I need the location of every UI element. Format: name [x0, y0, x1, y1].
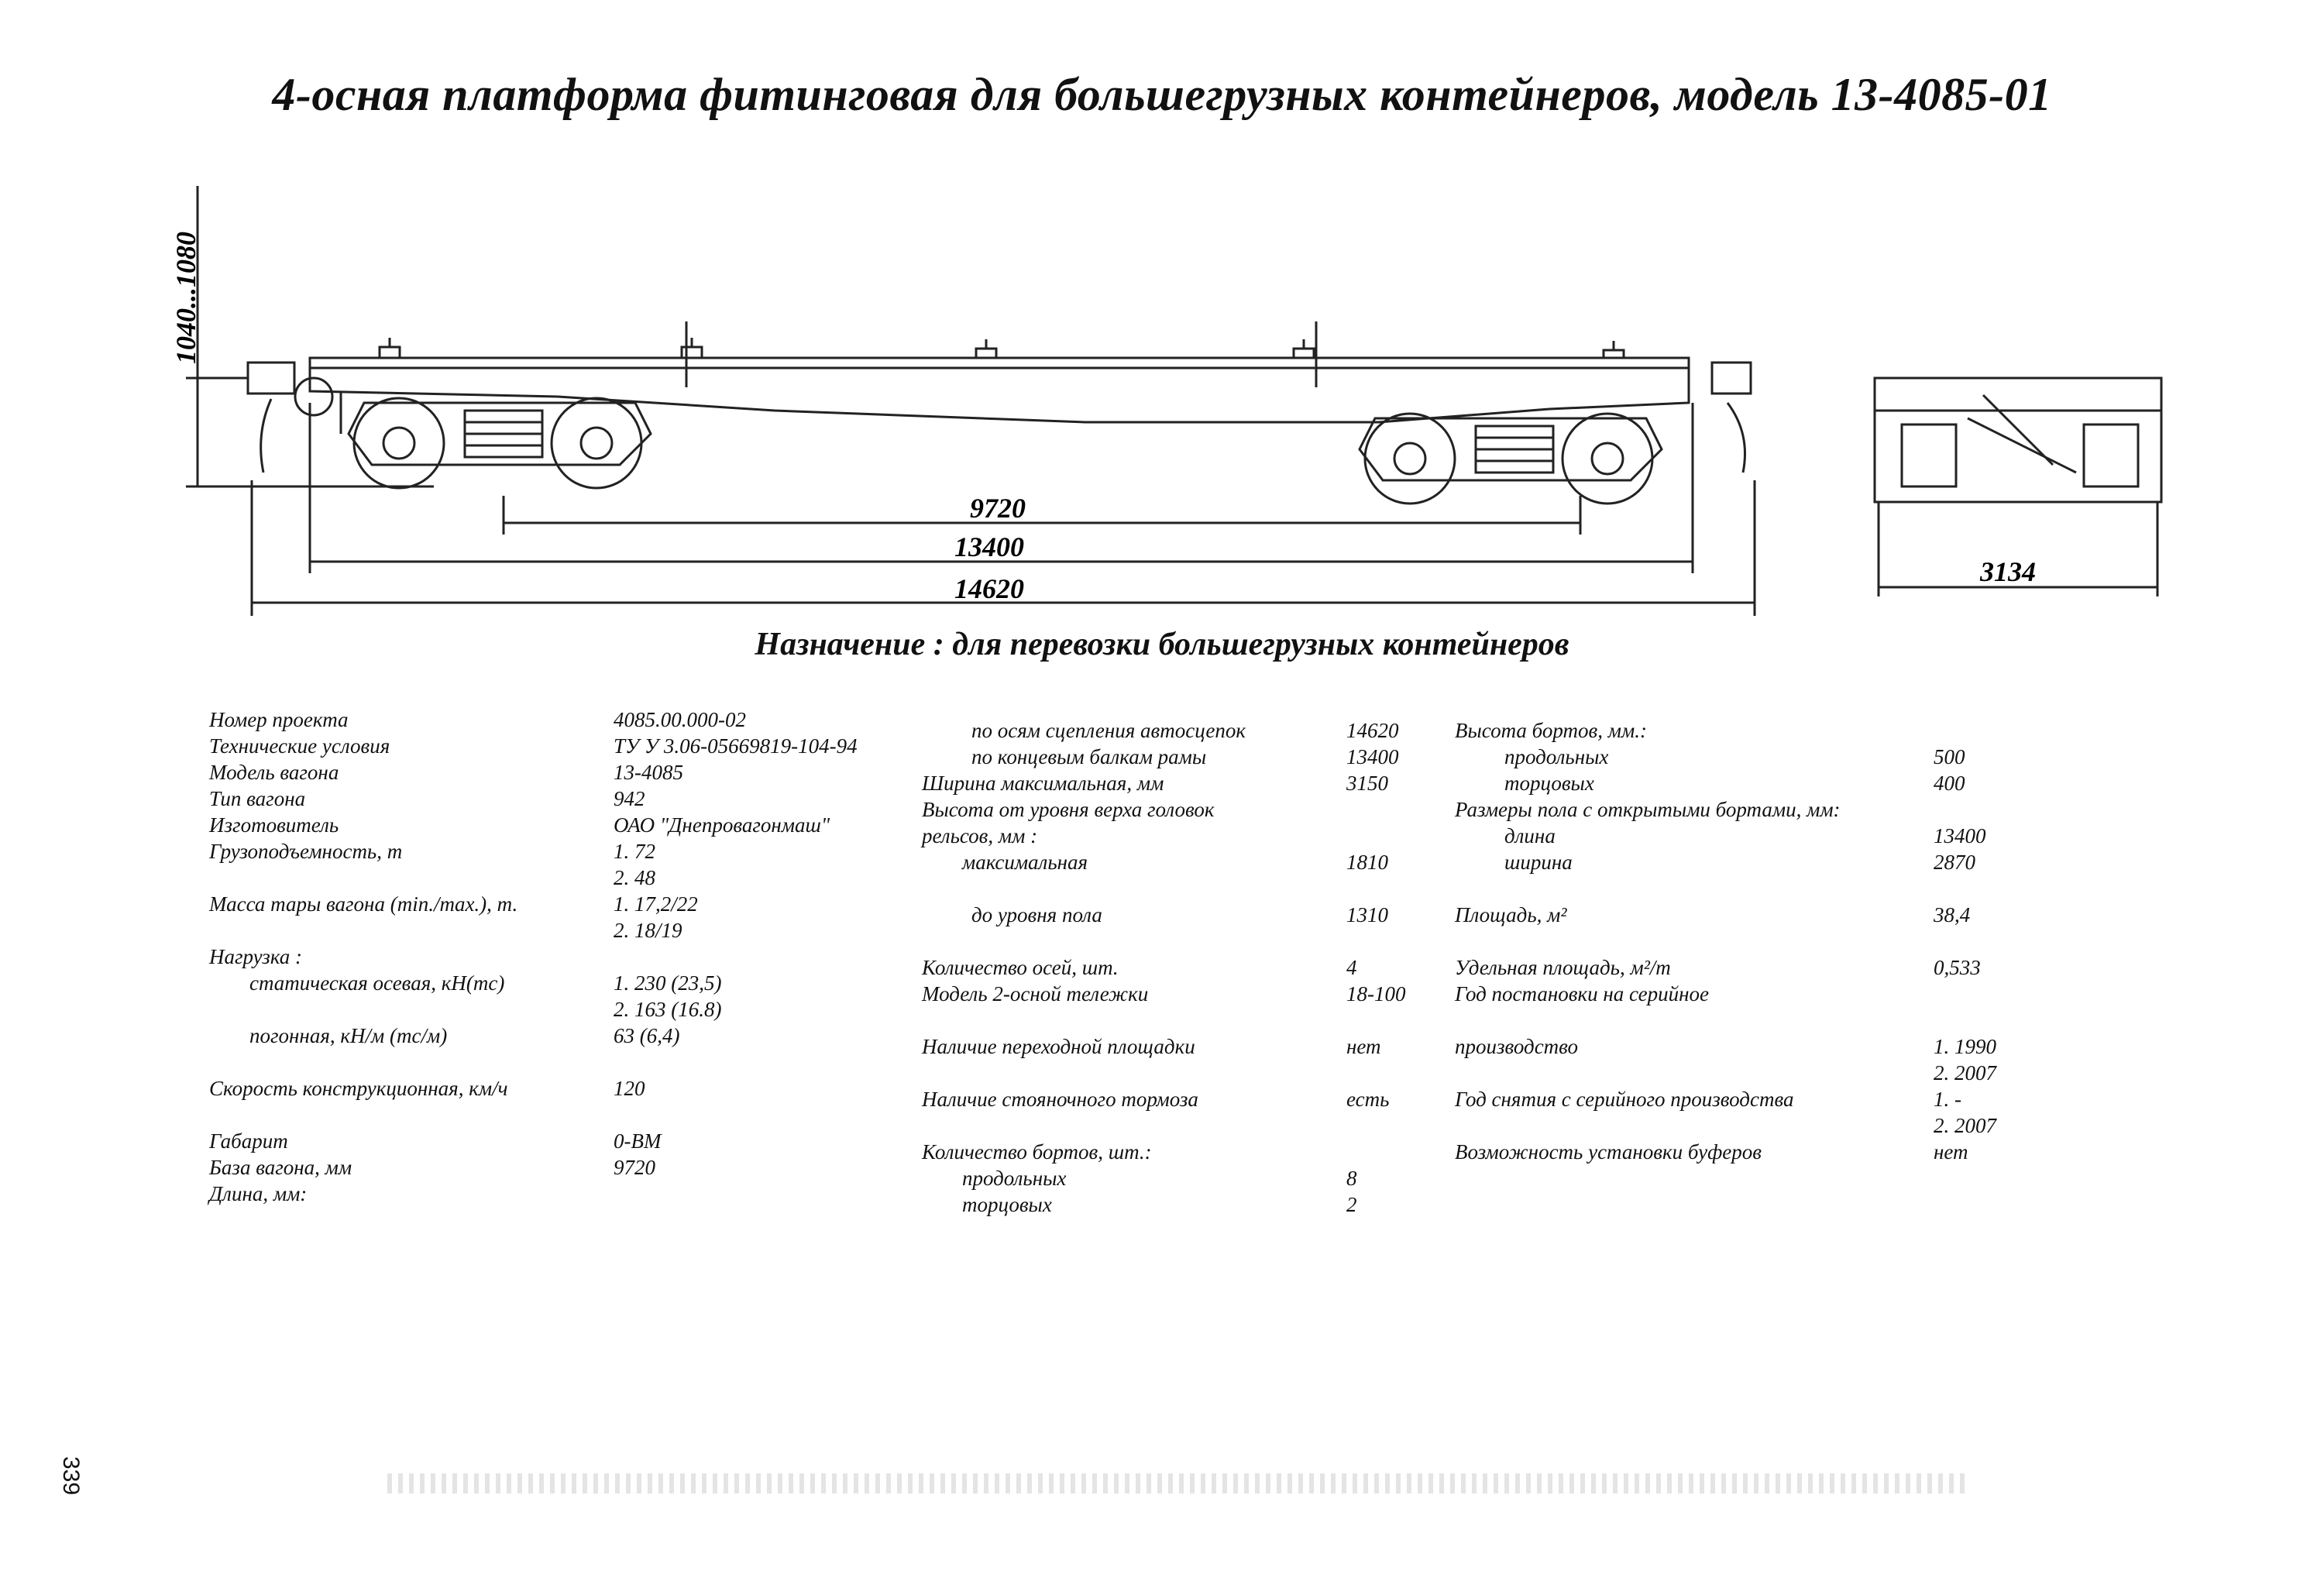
spec-value: 14620 [1346, 719, 1399, 742]
spacer [1455, 1007, 2090, 1033]
spec-row [922, 796, 1480, 823]
spec-value: 0,533 [1934, 956, 1981, 979]
spec-row [922, 954, 1480, 981]
spec-value: 4 [1346, 956, 1357, 979]
spec-column-1 [209, 706, 858, 1207]
spec-row [209, 1181, 813, 1207]
spec-value: 2 [1346, 1193, 1357, 1216]
spec-row [209, 759, 813, 785]
wagon-drawing [0, 0, 2324, 635]
spec-row [1455, 1139, 2090, 1165]
spec-value: 2. 163 (16.8) [614, 998, 722, 1021]
spacer [1455, 928, 2090, 954]
spec-label: Возможность установки буферов [1455, 1140, 1762, 1164]
spec-label: Масса тары вагона (min./max.), т. [209, 892, 518, 916]
spec-label: Грузоподъемность, т [209, 840, 403, 863]
spec-label: Габарит [209, 1129, 288, 1153]
spec-row [1455, 1033, 2090, 1060]
spec-row [209, 812, 830, 838]
spec-label: погонная, кН/м (тс/м) [249, 1024, 448, 1047]
spec-column-2 [922, 717, 1480, 1218]
spec-label: Модель вагона [209, 761, 339, 784]
spec-row [209, 733, 858, 759]
spec-value: 1810 [1346, 851, 1388, 874]
scan-bleed-through [387, 1473, 1968, 1494]
spacer [922, 1112, 1480, 1139]
spec-row [922, 744, 1480, 770]
spec-value: нет [1934, 1140, 1968, 1164]
spec-label: продольных [962, 1167, 1067, 1190]
spec-value: 18-100 [1346, 982, 1406, 1005]
spec-row [1455, 981, 2090, 1007]
container-fittings [380, 321, 1624, 387]
spec-row [1455, 1112, 2090, 1139]
spec-value: 4085.00.000-02 [614, 708, 746, 731]
spec-row [209, 706, 813, 733]
page-number: 339 [58, 1456, 84, 1496]
spec-row [922, 981, 1480, 1007]
spec-value: 2. 2007 [1934, 1114, 1996, 1137]
spec-value: 1. 72 [614, 840, 655, 863]
spec-row [922, 770, 1480, 796]
purpose-caption: Назначение : для перевозки большегрузных контейнеров [755, 627, 1569, 662]
spec-row [1455, 744, 2090, 770]
spec-value: 1. - [1934, 1088, 1961, 1111]
spacer [922, 1007, 1480, 1033]
spec-row [1455, 717, 2090, 744]
spec-row [209, 1154, 813, 1181]
spec-label: Нагрузка : [209, 945, 303, 968]
spec-label: по концевым балкам рамы [971, 745, 1207, 768]
spec-row [1455, 823, 2090, 849]
spec-value: есть [1346, 1088, 1390, 1111]
spec-value: 2870 [1934, 851, 1975, 874]
spec-row [1455, 770, 2090, 796]
spec-value: ОАО "Днепровагонмаш" [614, 813, 830, 837]
spec-row [922, 902, 1480, 928]
spec-label: Наличие стояночного тормоза [922, 1088, 1198, 1111]
spec-value: 3150 [1346, 772, 1388, 795]
coupler-dim-label: 14620 [954, 573, 1024, 604]
spec-value: 120 [614, 1077, 645, 1100]
spec-value: 2. 18/19 [614, 919, 682, 942]
spec-row [922, 1086, 1480, 1112]
spec-value: 400 [1934, 772, 1965, 795]
spec-column-3 [1455, 717, 2090, 1165]
spec-label: Ширина максимальная, мм [922, 772, 1164, 795]
spec-row [209, 1023, 813, 1049]
spec-label: База вагона, мм [209, 1156, 352, 1179]
document-title: 4-осная платформа фитинговая для большегрузных контейнеров, модель 13-4085-01 [272, 69, 2052, 120]
spec-label: статическая осевая, кН(тс) [249, 971, 505, 995]
spec-row [922, 1165, 1480, 1191]
spec-value: нет [1346, 1035, 1381, 1058]
spec-value: 942 [614, 787, 645, 810]
spec-row [922, 849, 1480, 875]
spec-value: 63 (6,4) [614, 1024, 680, 1047]
spec-row [1455, 902, 2090, 928]
bogie-left [349, 398, 651, 488]
spec-row [209, 1075, 813, 1102]
spec-value: 13-4085 [614, 761, 683, 784]
spec-label: Площадь, м² [1455, 903, 1567, 926]
spec-row [209, 970, 813, 996]
spec-label: Удельная площадь, м²/т [1455, 956, 1671, 979]
spec-row [922, 717, 1480, 744]
spec-label: Модель 2-осной тележки [922, 982, 1149, 1005]
spec-row [209, 865, 813, 891]
spec-row [209, 996, 813, 1023]
spec-row [922, 1191, 1480, 1218]
spec-row [1455, 796, 2090, 823]
spec-value: 1. 1990 [1934, 1035, 1996, 1058]
spec-row [209, 891, 813, 917]
spec-row [1455, 1060, 2090, 1086]
spec-row [1455, 849, 2090, 875]
spec-label: Год постановки на серийное [1455, 982, 1709, 1005]
spec-label: Изготовитель [209, 813, 339, 837]
spec-label: Номер проекта [209, 708, 349, 731]
spec-label: Тип вагона [209, 787, 306, 810]
spec-label: Год снятия с серийного производства [1455, 1088, 1794, 1111]
spec-row [922, 1139, 1480, 1165]
spec-label: Длина, мм: [209, 1182, 308, 1205]
spec-label: продольных [1504, 745, 1609, 768]
spec-label: длина [1504, 824, 1556, 847]
base-dim-label: 9720 [970, 493, 1026, 524]
spec-label: производство [1455, 1035, 1579, 1058]
spacer [209, 1049, 813, 1075]
frame-dim-label: 13400 [954, 531, 1024, 562]
spec-label: ширина [1504, 851, 1573, 874]
spec-row [209, 1128, 813, 1154]
spec-value: 13400 [1346, 745, 1399, 768]
spec-value: 13400 [1934, 824, 1986, 847]
spec-label: максимальная [962, 851, 1088, 874]
spacer [209, 1102, 813, 1128]
spec-row [1455, 954, 2090, 981]
spec-value: 500 [1934, 745, 1965, 768]
spec-row [209, 944, 813, 970]
height-dim-label: 1040...1080 [170, 232, 201, 364]
spec-value: 2. 48 [614, 866, 655, 889]
spec-row [1455, 1086, 2090, 1112]
spec-value: 2. 2007 [1934, 1061, 1996, 1085]
spec-label: рельсов, мм : [922, 824, 1038, 847]
spacer [922, 875, 1480, 902]
spec-label: Скорость конструкционная, км/ч [209, 1077, 508, 1100]
spec-label: по осям сцепления автосцепок [971, 719, 1246, 742]
spacer [1455, 875, 2090, 902]
spec-value: 38,4 [1934, 903, 1971, 926]
spec-row [209, 838, 813, 865]
spec-row [922, 823, 1480, 849]
spec-label: до уровня пола [971, 903, 1102, 926]
spec-label: торцовых [1504, 772, 1594, 795]
spec-row [209, 917, 813, 944]
bogie-right [1360, 414, 1662, 504]
spec-value: 9720 [614, 1156, 655, 1179]
width-dim-label: 3134 [1980, 556, 2036, 587]
spec-row [209, 785, 813, 812]
spec-label: Высота от уровня верха головок [922, 798, 1215, 821]
spec-label: Высота бортов, мм.: [1455, 719, 1647, 742]
spec-value: ТУ У 3.06-05669819-104-94 [614, 734, 858, 758]
spec-value: 8 [1346, 1167, 1357, 1190]
spec-value: 1. 230 (23,5) [614, 971, 722, 995]
spec-label: Наличие переходной площадки [922, 1035, 1195, 1058]
spacer [922, 928, 1480, 954]
spacer [922, 1060, 1480, 1086]
spec-value: 1. 17,2/22 [614, 892, 698, 916]
spec-label: Количество осей, шт. [922, 956, 1119, 979]
spec-label: Количество бортов, шт.: [922, 1140, 1152, 1164]
spec-value: 0-ВМ [614, 1129, 662, 1153]
spec-value: 1310 [1346, 903, 1388, 926]
spec-label: Технические условия [209, 734, 390, 758]
spec-label: торцовых [962, 1193, 1052, 1216]
spec-label: Размеры пола с открытыми бортами, мм: [1455, 798, 1841, 821]
spec-row [922, 1033, 1480, 1060]
